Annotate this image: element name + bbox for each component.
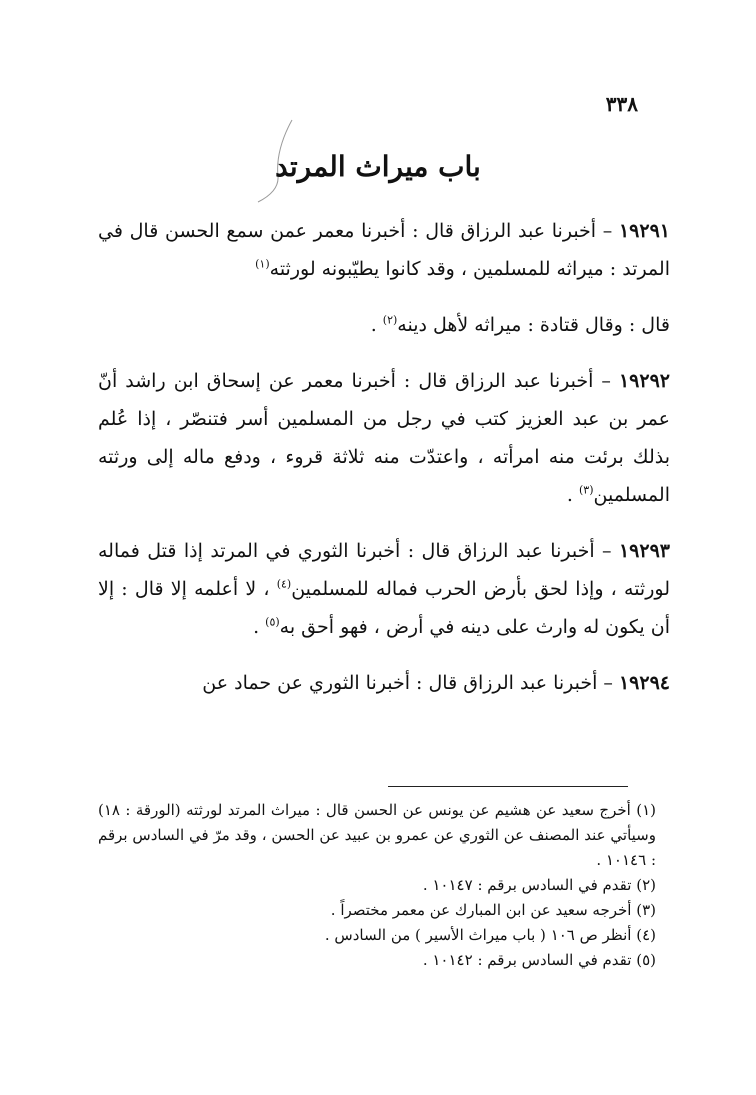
- title-container: [0, 150, 756, 183]
- paragraph-end: .: [253, 616, 266, 638]
- paragraph-text: – أخبرنا عبد الرزاق قال : أخبرنا الثوري عن حماد عن: [202, 672, 619, 694]
- footnote-ref[interactable]: (٤): [276, 577, 292, 591]
- hadith-number: ١٩٢٩٤: [618, 672, 670, 694]
- paragraph-19294: [98, 664, 670, 702]
- footnote-ref[interactable]: (٢): [382, 313, 398, 327]
- paragraph-text: قال : وقال قتادة : ميراثه لأهل دينه: [397, 314, 670, 336]
- footnote-ref[interactable]: (٥): [265, 615, 280, 629]
- paragraph-end: .: [566, 484, 579, 506]
- paragraph-19291: [98, 212, 670, 288]
- chapter-title: باب ميراث المرتد: [275, 150, 481, 183]
- hadith-number: ١٩٢٩٣: [618, 540, 670, 562]
- paragraph-qatada: [98, 306, 670, 344]
- footnote-3: (٣) أخرجه سعيد عن ابن المبارك عن معمر مختصراً .: [330, 901, 656, 919]
- paragraph-19292: [98, 362, 670, 514]
- hadith-number: ١٩٢٩٢: [618, 370, 670, 392]
- footnote-divider: [388, 786, 628, 787]
- paragraph-text: – أخبرنا عبد الرزاق قال : أخبرنا معمر عن إسحاق ابن راشد أنّ عمر بن عبد العزيز كتب في رجل من المسلمين أسر فتنصّر ، إذا عُلم بذلك برئت منه امرأته ، واعتدّت منه ثلاثة قروء ، ودفع ماله إلى ورثته المسلمين: [98, 370, 670, 506]
- footnote-1: (١) أخرج سعيد عن هشيم عن يونس عن الحسن قال : ميراث المرتد لورثته (الورقة : ١٨) وسيأتي عند المصنف عن الثوري عن عمرو بن عبيد عن الحسن ، وقد مرّ في السادس برقم : ١٠١٤٦ .: [98, 801, 656, 869]
- footnote-4: (٤) أنظر ص ١٠٦ ( باب ميراث الأسير ) من السادس .: [324, 926, 656, 944]
- paragraph-text: – أخبرنا عبد الرزاق قال : أخبرنا معمر عمن سمع الحسن قال في المرتد : ميراثه للمسلمين ، وقد كانوا يطيّبونه لورثته: [98, 220, 670, 280]
- paragraph-continuation: ، لا أعلمه إلا قال : إلا أن يكون له وارث على دينه في أرض ، فهو أحق به: [98, 578, 670, 638]
- paragraph-19293: [98, 532, 670, 646]
- paragraph-text: – أخبرنا عبد الرزاق قال : أخبرنا الثوري في المرتد إذا قتل فماله لورثته ، وإذا لحق بأرض الحرب فماله للمسلمين: [98, 540, 670, 600]
- hadith-number: ١٩٢٩١: [618, 220, 670, 242]
- footnotes: [98, 798, 670, 973]
- footnote-ref[interactable]: (١): [255, 257, 270, 271]
- main-text: [98, 212, 670, 720]
- footnote-2: (٢) تقدم في السادس برقم : ١٠١٤٧ .: [422, 876, 656, 894]
- page-number: ٣٣٨: [605, 92, 638, 116]
- footnote-5: (٥) تقدم في السادس برقم : ١٠١٤٢ .: [422, 951, 656, 969]
- footnote-ref[interactable]: (٣): [579, 483, 594, 497]
- paragraph-end: .: [370, 314, 383, 336]
